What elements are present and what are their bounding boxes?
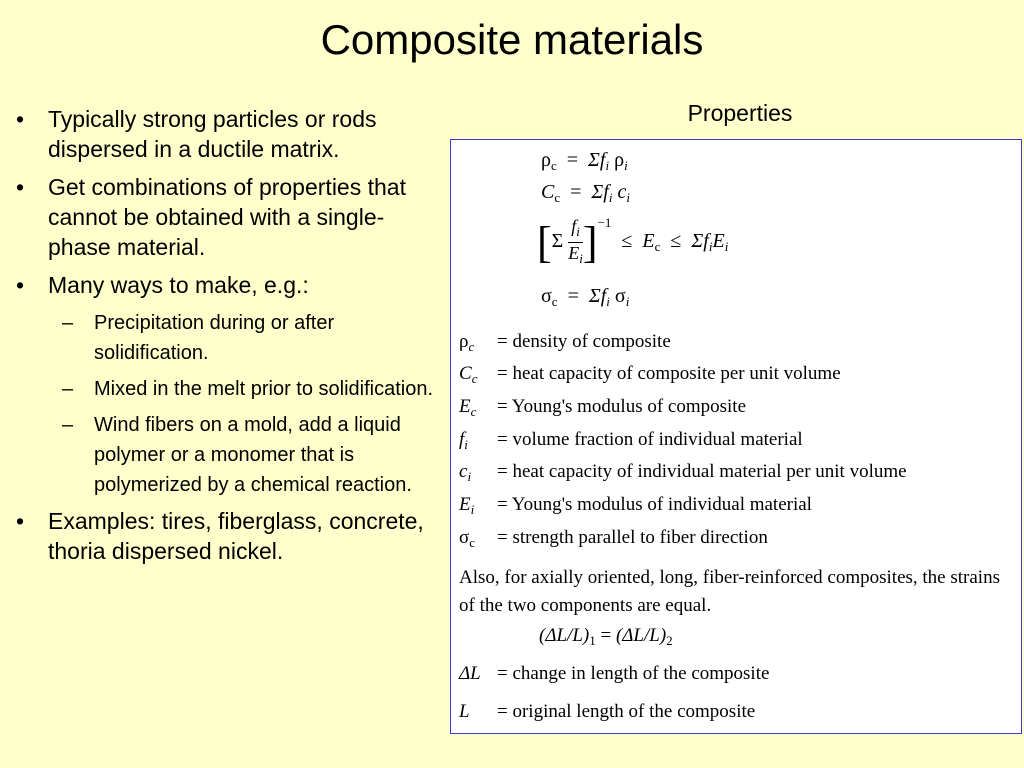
dash-icon: – bbox=[62, 312, 74, 334]
definition-row: ΔL = change in length of the composite bbox=[459, 663, 770, 684]
definition-row: L = original length of the composite bbox=[459, 701, 756, 722]
definition-row: $C_c$ = heat capacity of composite per unit volume bbox=[459, 363, 841, 386]
definition-row: $c_i$ = heat capacity of individual material per unit volume bbox=[459, 461, 907, 484]
modulus-bounds-equation: [Σ $\frac{f_i}{E_i}$ ]$^{-1} \le E_c \le \Sigma f_iE_i$ bbox=[537, 216, 728, 269]
sub-bullet-item: – Mixed in the melt prior to solidification. bbox=[12, 374, 442, 404]
definition-row: $\sigma_c$ = strength parallel to fiber direction bbox=[459, 527, 768, 550]
bullet-item: • Get combinations of properties that cannot be obtained with a single-phase material. bbox=[16, 174, 406, 260]
bullet-dot-icon: • bbox=[16, 174, 25, 200]
bullet-item: • Typically strong particles or rods dispersed in a ductile matrix. bbox=[16, 106, 377, 162]
dash-icon: – bbox=[62, 378, 74, 400]
sub-bullet-item: – Wind fibers on a mold, add a liquid polymer or a monomer that is polymerized by a chemical reaction. bbox=[12, 410, 442, 500]
density-equation: $\rho_c = \Sigma f_i$ $\rho_i$ bbox=[541, 149, 628, 173]
definition-row: $E_c$ = Young's modulus of composite bbox=[459, 396, 747, 419]
strength-equation: $\sigma_c = \Sigma f_i$ $\sigma_i$ bbox=[541, 285, 630, 309]
bullet-item: • Examples: tires, fiberglass, concrete, thoria dispersed nickel. bbox=[16, 508, 424, 564]
dash-icon: – bbox=[62, 414, 74, 436]
bullet-dot-icon: • bbox=[16, 106, 25, 132]
left-bracket-icon: [ bbox=[537, 217, 552, 267]
sub-bullet-item: – Precipitation during or after solidification. bbox=[12, 308, 442, 368]
properties-box bbox=[450, 139, 1022, 734]
heat-capacity-equation: $C_c = \Sigma f_i$ $c_i$ bbox=[541, 181, 630, 205]
fraction: $\frac{f_i}{E_i}$ bbox=[568, 216, 583, 266]
properties-heading: Properties bbox=[687, 100, 793, 126]
bullet-dot-icon: • bbox=[16, 508, 25, 534]
definition-row: $E_i$ = Young's modulus of individual material bbox=[459, 494, 812, 517]
strain-equation: $(\Delta L/L)_1 = (\Delta L/L)_2$ bbox=[539, 625, 673, 648]
bullet-list bbox=[12, 104, 442, 574]
right-bracket-icon: ] bbox=[582, 217, 598, 267]
definition-row: $f_i$ = volume fraction of individual material bbox=[459, 429, 803, 452]
bullet-item: • Many ways to make, e.g.: bbox=[16, 272, 309, 298]
slide-title: Composite materials bbox=[320, 16, 704, 63]
strain-note: Also, for axially oriented, long, fiber-reinforced composites, the strains of the two components are equal. bbox=[459, 567, 1000, 616]
definition-row: $\rho_c$ = density of composite bbox=[459, 331, 671, 354]
bullet-dot-icon: • bbox=[16, 272, 25, 298]
